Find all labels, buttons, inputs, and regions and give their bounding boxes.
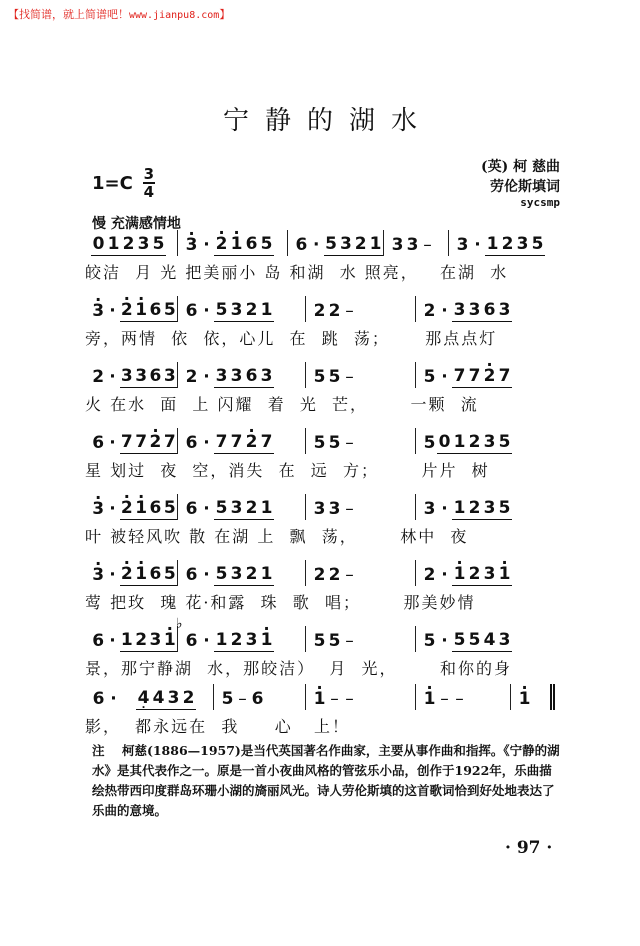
score-line: [85, 612, 575, 677]
note: 6: [295, 235, 308, 255]
note: 3: [468, 300, 481, 320]
note: 7: [498, 366, 511, 386]
measure: [85, 362, 177, 388]
measure: [177, 494, 305, 520]
augmentation-dot: ·: [441, 367, 448, 387]
note: 1: [260, 498, 273, 518]
key-label: 1=C: [92, 172, 133, 194]
note: 5: [531, 234, 544, 254]
lyrics: 莺 把玫 瑰 花·和露 珠 歌 唱； 那美妙情: [85, 593, 476, 612]
lyrics: 影， 都永远在 我 心 上！: [85, 717, 351, 736]
measure: [305, 362, 415, 388]
note: 7: [120, 432, 133, 452]
note: 5: [163, 498, 176, 518]
measure: [85, 428, 177, 454]
note: 6: [149, 564, 162, 584]
tempo-marking: 慢 充满感情地: [92, 216, 181, 232]
augmentation-dot: ·: [109, 433, 116, 453]
note: 5: [423, 367, 436, 387]
note: 5: [215, 300, 228, 320]
note: 2: [135, 630, 148, 650]
measure: [177, 428, 305, 454]
note: · 2: [120, 563, 134, 586]
measure: [177, 230, 287, 256]
note: 4: [483, 630, 496, 650]
score-line: [85, 546, 575, 611]
note: 5: [260, 234, 273, 254]
measure: [177, 560, 305, 586]
note: · 2: [244, 431, 259, 454]
augmentation-dot: ·: [109, 301, 116, 321]
note: · 1: [229, 233, 244, 256]
sustain-dash: –: [345, 565, 354, 585]
note: 2: [182, 688, 195, 708]
note: 6: [185, 433, 198, 453]
note: 1: [120, 630, 133, 650]
note: 5: [468, 630, 481, 650]
song-title: 宁静的湖水: [222, 106, 433, 136]
note: 3: [498, 630, 511, 650]
note: 3: [516, 234, 529, 254]
note: 5: [328, 631, 341, 651]
note: 2: [185, 367, 198, 387]
measure: [415, 296, 575, 322]
sustain-dash: –: [345, 301, 354, 321]
composer-credit: (英) 柯 慈曲: [481, 159, 560, 175]
note: 5: [423, 433, 436, 453]
note: 7: [260, 432, 273, 452]
watermark-url[interactable]: www.jianpu8.com: [129, 10, 220, 21]
note: 3: [328, 499, 341, 519]
measure: [305, 626, 415, 652]
note: 2: [245, 564, 258, 584]
note: 3: [230, 366, 243, 386]
note: 5: [453, 630, 466, 650]
lyrics: 皎洁 月 光 把美丽小 岛 和湖 水 照亮， 在湖 水: [85, 263, 509, 282]
measure: [177, 362, 305, 388]
augmentation-dot: ·: [109, 565, 116, 585]
note: 2: [245, 300, 258, 320]
note: 2: [468, 564, 481, 584]
notes-row: [85, 494, 575, 520]
note: · 1: [517, 688, 532, 710]
note: 3: [339, 234, 352, 254]
note: 3: [120, 366, 133, 386]
measure: [85, 296, 177, 322]
note: 3: [215, 366, 228, 386]
note: · 1: [497, 563, 512, 586]
note: 3: [313, 499, 326, 519]
sustain-dash: –: [423, 235, 432, 255]
note: 1: [215, 630, 228, 650]
notes-row: [85, 428, 575, 454]
note: · 1: [452, 563, 467, 586]
note: · 3: [91, 564, 105, 586]
note: · 1: [134, 563, 148, 586]
augmentation-dot: ·: [203, 565, 210, 585]
measure: [305, 560, 415, 586]
note: 2: [423, 565, 436, 585]
note: · 1: [312, 688, 327, 710]
note: · 1: [163, 629, 177, 652]
note: 7: [468, 366, 481, 386]
note: 5: [325, 234, 337, 254]
sustain-dash: –: [440, 689, 449, 709]
note: 6: [92, 631, 105, 651]
lyrics: 景，那宁静湖 水，那皎洁） 月 光， 和你的身: [85, 659, 513, 678]
score-line: [85, 348, 575, 413]
note: · 1: [259, 629, 274, 652]
note: 7: [135, 432, 148, 452]
note: 2: [501, 234, 514, 254]
note: 3: [137, 234, 150, 254]
note: 3: [245, 630, 258, 650]
note: 2: [468, 498, 481, 518]
note: 3: [483, 498, 496, 518]
note: 5: [152, 234, 165, 254]
augmentation-dot: ·: [203, 499, 210, 519]
measure: [305, 296, 415, 322]
note: 3: [498, 300, 511, 320]
note: 5: [498, 498, 511, 518]
measure: [213, 684, 305, 710]
time-signature: [143, 167, 155, 199]
note: 5: [313, 631, 326, 651]
augmentation-dot: ·: [474, 235, 481, 255]
note: · 1: [422, 688, 437, 710]
measure: [305, 428, 415, 454]
note: · 3: [91, 498, 105, 520]
measure: [177, 296, 305, 322]
note: 5: [221, 689, 234, 709]
augmentation-dot: ·: [441, 565, 448, 585]
lyrics: 叶 被轻风吹 散 在湖 上 飘 荡， 林中 夜: [85, 527, 469, 546]
measure: [85, 626, 177, 652]
note: 6: [185, 499, 198, 519]
meter-top: 3: [143, 165, 155, 183]
augmentation-dot: ·: [109, 499, 116, 519]
measure: [85, 230, 177, 256]
augmentation-dot: ·: [203, 433, 210, 453]
note: 3: [230, 300, 243, 320]
note: 2: [313, 301, 326, 321]
note: 3: [167, 688, 180, 708]
sustain-dash: –: [330, 689, 339, 709]
note: 6: [149, 498, 162, 518]
measure: [415, 362, 575, 388]
note: · 1: [134, 299, 148, 322]
augmentation-dot: ·: [109, 367, 116, 387]
measure: [415, 494, 575, 520]
measure: [510, 684, 555, 710]
note: 1: [260, 564, 273, 584]
footnote: [92, 741, 562, 821]
score-line: [85, 282, 575, 347]
note: 1: [369, 234, 382, 254]
note: 6: [245, 234, 258, 254]
note: · 2: [120, 497, 134, 520]
sustain-dash: –: [345, 689, 354, 709]
note: · 2: [214, 233, 229, 256]
note: 5: [498, 432, 511, 452]
note: 6: [185, 631, 198, 651]
score-line: [85, 480, 575, 545]
measure: [415, 626, 575, 652]
augmentation-dot: ·: [203, 631, 210, 651]
note: 7: [230, 432, 243, 452]
sustain-dash: –: [455, 689, 464, 709]
measure: [383, 230, 448, 256]
augmentation-dot: ·: [441, 499, 448, 519]
note: 3: [483, 564, 496, 584]
note: 1: [107, 234, 120, 254]
note: 7: [453, 366, 466, 386]
augmentation-dot: ·: [441, 631, 448, 651]
notes-row: [85, 616, 575, 652]
note: 2: [328, 565, 341, 585]
note: 1: [486, 234, 499, 254]
note: 2: [245, 498, 258, 518]
sustain-dash: –: [345, 631, 354, 651]
watermark-suffix: 】: [219, 8, 231, 21]
sustain-dash: –: [345, 367, 354, 387]
note: 2: [313, 565, 326, 585]
note: · 1: [134, 497, 148, 520]
augmentation-dot: ·: [110, 689, 117, 709]
note: 6: [251, 689, 264, 709]
note: 6: [185, 565, 198, 585]
measure: [176, 616, 305, 652]
augmentation-dot: ·: [203, 301, 210, 321]
measure: [448, 230, 575, 256]
notes-row: [85, 362, 575, 388]
note: 5: [328, 433, 341, 453]
note: 5: [423, 631, 436, 651]
note: 3: [423, 499, 436, 519]
signature: sycsmp: [520, 196, 560, 209]
note: 6: [483, 300, 496, 320]
note: · 3: [91, 300, 105, 322]
notes-row: [85, 296, 575, 322]
lyrics: 火 在水 面 上 闪耀 着 光 芒， 一颗 流: [85, 395, 479, 414]
measure: [415, 560, 575, 586]
lyrics: 旁，两情 依 依，心儿 在 跳 荡； 那点点灯: [85, 329, 498, 348]
note: 6: [185, 301, 198, 321]
note: 6: [149, 300, 162, 320]
note: 3: [163, 366, 176, 386]
note: 3: [230, 564, 243, 584]
note: 4 .: [136, 687, 151, 710]
note: 3: [135, 366, 148, 386]
sustain-dash: –: [238, 689, 247, 709]
note: · 2: [482, 365, 497, 388]
page-number: · 97 ·: [505, 838, 553, 858]
note: 5: [313, 367, 326, 387]
note: · 3: [184, 234, 199, 256]
note: 5: [163, 300, 176, 320]
measure: [305, 684, 415, 710]
note: 2: [354, 234, 367, 254]
note: 2: [230, 630, 243, 650]
note: · 2: [120, 299, 134, 322]
note: 5: [313, 433, 326, 453]
note: · 2: [148, 431, 162, 454]
note: 6: [149, 366, 162, 386]
lyrics: 星 划过 夜 空，消失 在 远 方； 片片 树: [85, 461, 490, 480]
score-line: [85, 670, 575, 735]
measure: [287, 230, 383, 256]
footnote-text: 柯慈(1886—1957)是当代英国著名作曲家，主要从事作曲和指挥。《宁静的湖水》是其代表作之一。原是一首小夜曲风格的管弦乐小品，创作于1922年，乐曲描绘热带西印度群岛环珊小湖的旖丽风光。诗人劳伦斯填的这首歌词恰到好处地表达了乐曲的意境。: [92, 743, 560, 818]
note: 3: [406, 235, 419, 255]
augmentation-dot: ·: [441, 301, 448, 321]
meter-bottom: 4: [143, 183, 155, 201]
notes-row: [85, 684, 575, 710]
key-signature: [92, 167, 155, 199]
note: 3: [456, 235, 469, 255]
note: 2: [423, 301, 436, 321]
note: 0: [438, 432, 451, 452]
augmentation-dot: ·: [203, 235, 210, 255]
measure: [85, 560, 177, 586]
measure: [85, 684, 213, 710]
credits: [481, 157, 560, 209]
note: 1: [453, 432, 466, 452]
note: 0: [92, 234, 105, 254]
watermark-banner: [8, 6, 230, 22]
note: 3: [391, 235, 404, 255]
note: 6: [92, 433, 105, 453]
note: 6: [245, 366, 258, 386]
note: 7: [163, 432, 176, 452]
sustain-dash: –: [345, 433, 354, 453]
note: 5: [215, 564, 228, 584]
note: 2: [468, 432, 481, 452]
augmentation-dot: ·: [109, 631, 116, 651]
note: 1: [453, 498, 466, 518]
note: 3: [260, 366, 273, 386]
augmentation-dot: ·: [313, 235, 320, 255]
score-line: [85, 414, 575, 479]
note: 1: [260, 300, 273, 320]
flat-icon: ♭: [176, 616, 183, 632]
note: 3: [149, 630, 162, 650]
measure: [415, 428, 575, 454]
note: 4: [152, 688, 165, 708]
sustain-dash: –: [345, 499, 354, 519]
notes-row: [85, 560, 575, 586]
measure: [85, 494, 177, 520]
note: 6: [92, 689, 105, 709]
note: 5: [328, 367, 341, 387]
lyricist-credit: 劳伦斯填词: [490, 179, 560, 195]
note: 5: [215, 498, 228, 518]
note: 2: [122, 234, 135, 254]
footnote-label: 注: [92, 743, 105, 758]
note: 7: [215, 432, 228, 452]
measure: [415, 684, 510, 710]
notes-row: [85, 230, 575, 256]
note: 2: [92, 367, 105, 387]
augmentation-dot: ·: [203, 367, 210, 387]
note: 3: [230, 498, 243, 518]
score-line: [85, 216, 575, 281]
watermark-prefix: 【找简谱，就上简谱吧！: [8, 8, 129, 21]
measure: [305, 494, 415, 520]
note: 5: [163, 564, 176, 584]
note: 2: [328, 301, 341, 321]
note: 3: [483, 432, 496, 452]
note: 3: [453, 300, 466, 320]
